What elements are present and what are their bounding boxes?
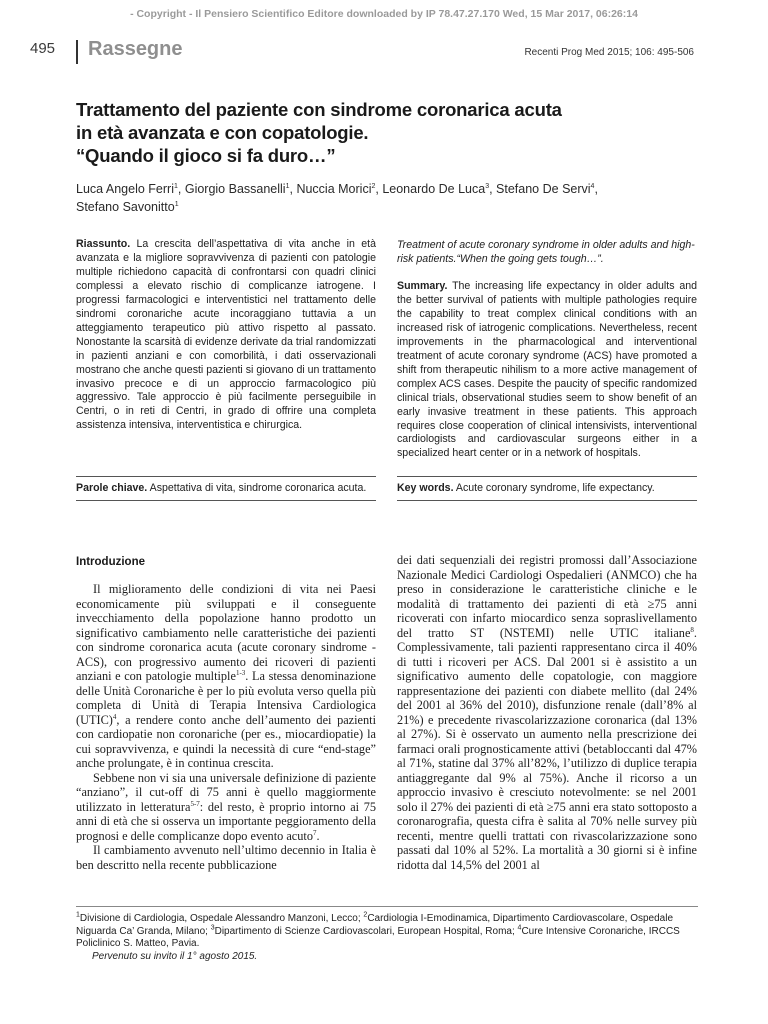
- abstract-english: [397, 280, 697, 461]
- title-line-2: in età avanzata e con copatologie.: [76, 122, 369, 143]
- affiliations-footnote: $^1$Divisione di Cardiologia, Ospedale Alessandro Manzoni, Lecco; $^2$Cardiologia I-Emodinamica, Dipartimento Cardiovascolare, Ospedale Niguarda Ca’ Granda, Milano; $^3$Dipartimento di Scienze Cardiovascolari, European Hospital, Roma; $^4$Cure Intensive Coronariche, IRCCS Policlinico S. Matteo, Pavia.: [76, 911, 680, 949]
- author-list: Luca Angelo Ferri$^1$, Giorgio Bassanelli$^1$, Nuccia Morici$^2$, Leonardo De Luca$^3$, Stefano De Servi$^4$, Stefano Savonitto$^1$: [76, 182, 598, 214]
- summary-text: The increasing life expectancy in older adults and the better survival of patients with multiple pathologies require the capability to treat complex clinical conditions with an increased risk of iatrogenic complications. Nevertheless, recent improvements in the pharmacological and interventional treatment of acute coronary syndrome (ACS) have promoted a shift from therapeutic nihilism to a more active management of complex ACS cases. Despite the paucity of specific randomized clinical trials, observational studies seem to show benefit of an early invasive treatment in these patients. This approach requires close cooperation of clinical intensivists, interventional cardiologists and cardiovascular surgeons either in a specialized heart center or in a network of hospitals.: [397, 280, 697, 460]
- section-label: Rassegne: [88, 38, 183, 60]
- keywords-rule-top: [397, 476, 697, 477]
- author-affiliation: 1: [285, 182, 290, 190]
- paragraph: Il cambiamento avvenuto nell’ultimo decennio in Italia è ben descritto nella recente pubblicazione: [76, 843, 376, 872]
- article-title: [76, 98, 696, 167]
- abstract-label: Riassunto.: [76, 238, 131, 250]
- english-title: Treatment of acute coronary syndrome in older adults and high-risk patients.“When the going gets tough…”.: [397, 239, 695, 265]
- paragraph: dei dati sequenziali dei registri promossi dall’Associazione Nazionale Medici Cardiologi Ospedalieri (ANMCO) che ha preso in considerazione le caratteristiche cliniche e le modalità di trattamento dei pazienti di età ≥75 anni ricoverati con infarto miocardico senza sopraslivellamento del tratto ST (NSTEMI) nelle UTIC italiane$^8$. Complessivamente, tali pazienti rappresentano circa il 40% di tutti i ricoveri per ACS. Dal 2001 si è assistito a un significativo aumento delle copatologie, con maggiore rappresentazione dei pazienti con diabete mellito (dal 24% del 2001 al 36% del 2010), disfunzione renale (dall’8% al 21%) e precedente rivascolarizzazione coronarica (dal 13% al 27%). Si è osservato un aumento nella prescrizione dei farmaci orali prognosticamente attivi (betabloccanti dal 47% al 71%, statine dal 37% all’82%, l’utilizzo di duplice terapia antiaggregante dal 9% al 75%). Anche il ricorso a un approccio invasivo è cresciuto notevolmente: se nel 2001 solo il 27% dei pazienti di età ≥75 anni era stato sottoposto a coronarografia, questa cifra è salita al 70% nelle survey più recenti, mentre quelli trattati con rivascolarizzazione sono passati dal 10% al 52%. La mortalità a 30 giorni si è infine ridotta dal 14,5% del 2001 al: [397, 553, 697, 872]
- citation: 5-7: [190, 799, 200, 808]
- keywords-label: Key words.: [397, 482, 454, 494]
- journal-reference: Recenti Prog Med 2015; 106: 495-506: [524, 47, 694, 58]
- copyright-notice: - Copyright - Il Pensiero Scientifico Editore downloaded by IP 78.47.27.170 Wed, 15 Mar 2017, 06:26:14: [130, 8, 638, 20]
- title-line-3: “Quando il gioco si fa duro…”: [76, 145, 336, 166]
- keywords-label: Parole chiave.: [76, 482, 148, 494]
- keywords-rule-bottom: [76, 500, 376, 501]
- keywords-rule-bottom: [397, 500, 697, 501]
- paragraph: Sebbene non vi sia una universale definizione di paziente “anziano”, il cut-off di 75 anni è quello maggiormente utilizzato in letteratura$^{5-7}$: del resto, è proprio intorno ai 75 anni di età che si osserva un importante peggioramento della prognosi e delle complicanze dopo evento acuto$^7$.: [76, 770, 376, 843]
- footnote-rule: [76, 906, 698, 907]
- paragraph: Il miglioramento delle condizioni di vita nei Paesi economicamente più sviluppati e il conseguente invecchiamento della popolazione hanno prodotto un significativo cambiamento nelle caratteristiche dei pazienti con sindrome coronarica acuta (acute coronary sindrome - ACS), con progressivo aumento dei ricoveri di pazienti anziani e con patologie multiple$^{1-3}$. La stessa denominazione delle Unità Coronariche è per lo più evoluta verso quella più completa di Unità di Terapia Intensiva Cardiologica (UTIC)$^4$, a rendere conto anche dell’aumento dei pazienti con cardiopatie non coronariche (per es., miocardiopatie) la cui sopravvivenza, e quindi la necessità di cure “end-stage” anche prolungate, è in continua crescita.: [76, 582, 376, 770]
- author-name: Luca Angelo Ferri: [76, 182, 174, 196]
- section-heading: Introduzione: [76, 556, 145, 568]
- author-affiliation: 4: [590, 182, 595, 190]
- received-date: Pervenuto su invito il 1° agosto 2015.: [92, 951, 258, 962]
- citation: 8: [690, 625, 694, 634]
- citation: 1-3: [235, 668, 246, 677]
- keywords-text: Aspettativa di vita, sindrome coronarica acuta.: [149, 482, 367, 494]
- keywords-english: [397, 481, 697, 495]
- keywords-text: Acute coronary syndrome, life expectancy.: [455, 482, 655, 494]
- citation: 4: [112, 712, 117, 721]
- citation: 7: [312, 828, 317, 837]
- author-name: Stefano Savonitto: [76, 200, 175, 214]
- author-affiliation: 2: [371, 182, 376, 190]
- summary-label: Summary.: [397, 280, 448, 292]
- author-affiliation: 3: [485, 182, 490, 190]
- author-affiliation: 1: [173, 182, 178, 190]
- abstract-italian: [76, 238, 376, 433]
- author-name: Leonardo De Luca: [382, 182, 486, 196]
- keywords-italian: [76, 481, 376, 495]
- author-name: Stefano De Servi: [496, 182, 591, 196]
- author-affiliation: 1: [174, 200, 179, 208]
- author-name: Nuccia Morici: [296, 182, 372, 196]
- body-column-right: [397, 553, 697, 872]
- title-line-1: Trattamento del paziente con sindrome coronarica acuta: [76, 99, 562, 120]
- keywords-rule-top: [76, 476, 376, 477]
- header-divider: [76, 40, 78, 64]
- author-name: Giorgio Bassanelli: [184, 182, 286, 196]
- page-number: 495: [30, 40, 56, 57]
- abstract-text: La crescita dell’aspettativa di vita anche in età avanzata e la migliore sopravvivenza di pazienti con patologie multiple richiedono capacità di confrontarsi con quadri clinici complessi a elevato rischio di complicanze iatrogene. I progressi farmacologici e interventistici nel trattamento delle sindromi coronariche acute incoraggiano tuttavia a un atteggiamento terapeutico più attivo rispetto al passato. Nonostante la scarsità di evidenze derivate da trial randomizzati in pazienti anziani e con comorbilità, i dati osservazionali mostrano che anche questi pazienti si giovano di un trattamento invasivo precoce e di un approccio farmacologico più aggressivo. Tale approccio è più facilmente perseguibile in Centri, o in reti di Centri, in grado di offrire una completa assistenza intensiva, interventistica e chirurgica.: [76, 238, 376, 432]
- body-column-left: [76, 582, 376, 872]
